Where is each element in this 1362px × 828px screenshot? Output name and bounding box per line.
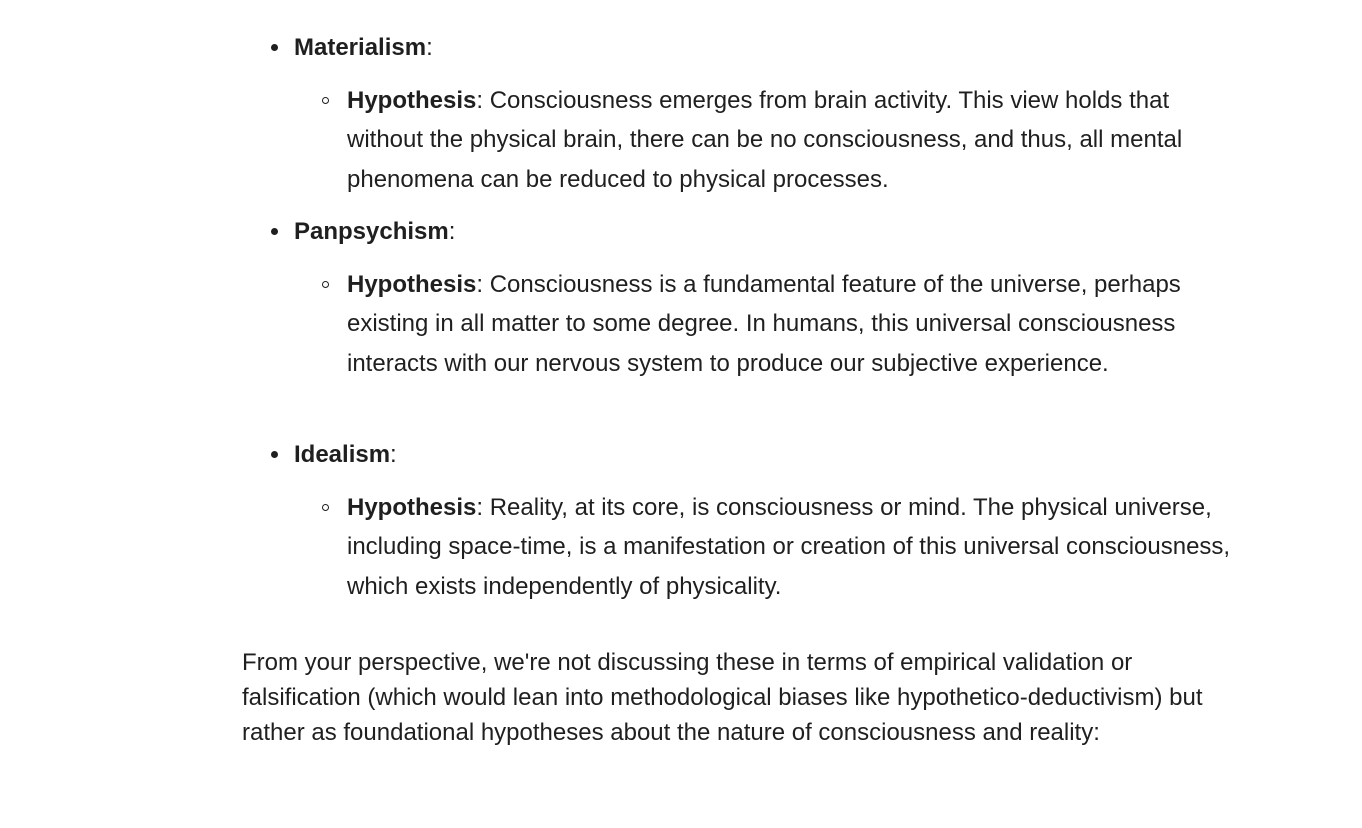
term-colon: : [390, 441, 397, 468]
hypothesis-body: : Reality, at its core, is consciousness or mind. The physical universe, including space-time, is a manifestation or creation of this universal consciousness, which exists independently of physicality. [347, 494, 1231, 600]
bullet-disc-icon [271, 228, 278, 235]
hypothesis-body: : Consciousness emerges from brain activity. This view holds that without the physical brain, there can be no consciousness, and thus, all mental phenomena can be reduced to physical processes. [347, 87, 1183, 193]
hypothesis-label: Hypothesis [347, 271, 477, 298]
term-heading [294, 33, 433, 63]
term-heading [294, 217, 455, 247]
hypothesis-body: : Consciousness is a fundamental feature of the universe, perhaps existing in all matter to some degree. In humans, this universal consciousness interacts with our nervous system to produce our subjective experience. [347, 271, 1181, 377]
term-label: Idealism [294, 441, 391, 468]
hypothesis-text [347, 265, 1237, 383]
bullet-circle-icon [322, 504, 329, 511]
term-colon: : [426, 34, 433, 61]
bullet-disc-icon [271, 451, 278, 458]
term-colon: : [448, 218, 456, 245]
hypothesis-text [347, 81, 1237, 199]
bullet-circle-icon [322, 97, 329, 104]
term-label: Panpsychism [294, 218, 449, 245]
hypothesis-label: Hypothesis [347, 494, 477, 521]
term-heading [294, 440, 397, 470]
hypothesis-text [347, 488, 1237, 606]
bullet-circle-icon [322, 281, 329, 288]
bullet-disc-icon [271, 44, 278, 51]
hypothesis-label: Hypothesis [347, 87, 477, 114]
term-label: Materialism [294, 34, 427, 61]
closing-paragraph: From your perspective, we're not discussing these in terms of empirical validation or falsification (which would lean into methodological biases like hypothetico-deductivism) but rather as foundational hypotheses about the nature of consciousness and reality: [242, 649, 1203, 746]
